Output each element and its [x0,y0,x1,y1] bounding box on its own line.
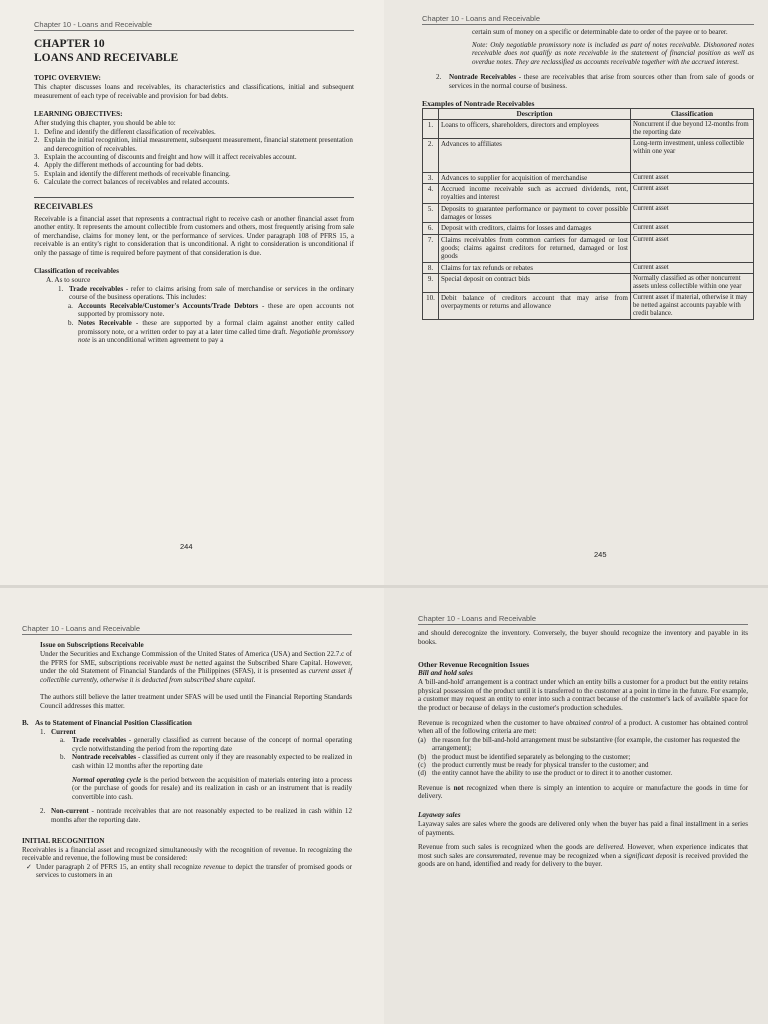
table-row: 7. Claims receivables from common carriers for damaged or lost goods; claims against creditors for returned, damaged or lost goods Current asset [423,234,754,262]
page-247 [384,588,768,1024]
objectives-list [34,128,354,187]
page-number: 245 [594,550,607,559]
list-item: 3. Explain the accounting of discounts and freight and how will it affect receivables account. [34,153,297,161]
list-item: (b) the product must be identified separately as belonging to the customer; [418,752,631,761]
accounts-receivable-item: a. Accounts Receivable/Customer's Accounts/Trade Debtors - these are open accounts not supported by promissory note. [68,301,354,319]
subscriptions-heading: Issue on Subscriptions Receivable [40,641,144,649]
other-issues-heading: Other Revenue Recognition Issues [418,660,530,670]
table-row: 5. Deposits to guarantee performance or payment to cover possible damages or losses Current asset [423,203,754,223]
continued-text: certain sum of money on a specific or determinable date to order of the payee or to bearer. [472,28,728,36]
layaway-heading: Layaway sales [418,810,461,819]
list-item: 4. Apply the different methods of accounting for bad debts. [34,161,204,170]
chapter-title: CHAPTER 10 LOANS AND RECEIVABLE [34,38,179,64]
noncurrent-item: 2. Non-current - nontrade receivables that are not reasonably expected to be realized in cash within 12 months after the reporting date. [40,807,352,824]
criteria-list [418,736,748,778]
table-header-row [423,108,754,119]
page-header: Chapter 10 - Loans and Receivable [34,20,354,31]
continued-text: and should derecognize the inventory. Conversely, the buyer should recognize the inventory and payable in its books. [418,629,748,646]
receivables-text: Receivable is a financial asset that represents a contractual right to receive cash or another financial asset from another entity. It represents the amount collectible from customers and others, most frequently arising from sale of merchandise, claims for money lent, or the performance of services. Under paragraph 108 of PFRS 15, a receivable is an entity's right to consideration that is unconditional. A right to consideration is unconditional if only the passage of time is required before payment of that consideration is due. [34,214,354,257]
page-header: Chapter 10 - Loans and Receivable [22,624,352,635]
table-caption: Examples of Nontrade Receivables [422,98,535,108]
table-row: 3. Advances to supplier for acquisition of merchandise Current asset [423,172,754,183]
topic-overview-text: This chapter discusses loans and receivables, its characteristics and classifications, initial and subsequent measurement of each type of receivable and provision for bad debts. [34,83,354,100]
initial-recognition-text: Receivables is a financial asset and recognized simultaneously with the recognition of revenue. In recognizing the receivable and revenue, the following must be considered: [22,845,352,863]
note-text: Note: Only negotiable promissory note is included as part of notes receivable. Dishonored notes receivable does not qualify as note receivable in the statement of financial position as well as overdue notes. They are reclassified as accounts receivable together with the accrued interest. [472,40,754,66]
table-row: 6. Deposit with creditors, claims for losses and damages Current asset [423,223,754,234]
check-icon: ✓ [26,862,32,871]
nontrade-table [422,108,754,320]
page-header: Chapter 10 - Loans and Receivable [422,14,754,25]
page-header: Chapter 10 - Loans and Receivable [418,614,748,625]
as-to-source-heading: A. As to source [46,275,91,284]
trade-receivables-item: 1. Trade receivables - refer to claims arising from sale of merchandise or services in the ordinary course of the business operations. This includes: [58,284,355,302]
current-item: 1. Current [40,727,76,736]
page-number: 244 [180,542,193,551]
sfp-classification-heading: B. As to Statement of Financial Position Classification [22,718,192,727]
receivables-heading: RECEIVABLES [34,197,354,212]
page-244 [0,0,384,585]
operating-cycle-text: Normal operating cycle is the period between the acquisition of materials entering into a process (or the purchase of goods for resale) and its realization in cash or an instrument that is readily convertible into cash. [72,775,352,801]
topic-overview-label: TOPIC OVERVIEW: [34,74,101,82]
notes-receivable-item: b. Notes Receivable - these are supported by a formal claim against another entity called promissory note, or a written order to pay at a later time called time draft. Negotiable promissory note is an unconditional written agreement to pay a [68,318,354,345]
current-nontrade-item: b. Nontrade receivables - classified as current only if they are reasonably expected to be realized in cash within 12 months after the reporting date [60,753,352,770]
list-item: 5. Explain and identify the different methods of receivable financing. [34,169,231,178]
bill-hold-text: A 'bill-and-hold' arrangement is a contract under which an entity bills a customer for a product but the entity retains physical possession of the product until it is transferred to the customer at a point in time in the future. For example, a customer may request an entity to enter into such a contract because of the customer's lack of available space for the product or because of delays in the customer's production schedules. [418,678,748,712]
col-classification: Classification [631,108,754,119]
col-description: Description [439,108,631,119]
page-245 [384,0,768,585]
revenue-control-text: Revenue is recognized when the customer to have obtained control of a product. A customer has obtained control when all of the following criteria are met: [418,718,749,736]
table-row: 4. Accrued income receivable such as accrued dividends, rent, royalties and interest Current asset [423,184,754,204]
list-item: (a) the reason for the bill-and-hold arrangement must be substantive (for example, the customer has requested the arrangement); [418,735,740,753]
list-item: (d) the entity cannot have the ability to use the product or to direct it to another customer. [418,769,673,778]
check-item: ✓ Under paragraph 2 of PFRS 15, an entity shall recognize revenue to depict the transfer of promised goods or services to customers in an [26,862,352,880]
table-row: 8. Claims for tax refunds or rebates Current asset [423,262,754,273]
list-item: 1. Define and identify the different classification of receivables. [34,127,216,136]
list-item: (c) the product currently must be ready for physical transfer to the customer; and [418,760,649,769]
current-trade-item: a. Trade receivables - generally classified as current because of the concept of normal operating cycle notwithstanding the period from the reporting date [60,736,352,753]
objectives-label: LEARNING OBJECTIVES: [34,110,123,119]
layaway-revenue-text: Revenue from such sales is recognized when the goods are delivered. However, when experience indicates that most such sales are consummated, revenue may be recognized when a significant deposit is received provided the goods are on hand, identified and ready for delivery to the buyer. [418,843,748,869]
table-row: 9. Special deposit on contract bids Normally classified as other noncurrent assets unless collectible within one year [423,273,754,292]
table-row: 1. Loans to officers, shareholders, directors and employees Noncurrent if due beyond 12-months from the reporting date [423,119,754,138]
nontrade-receivables-item: 2. Nontrade Receivables - these are receivables that arise from sources other than from sale of goods or services in the normal course of business. [436,73,754,90]
list-item: 2. Explain the initial recognition, initial measurement, subsequent measurement, financial statement presentation and derecognition of receivables. [34,136,353,153]
bill-hold-heading: Bill and hold sales [418,669,473,678]
initial-recognition-heading: INITIAL RECOGNITION [22,836,105,845]
not-recognized-text: Revenue is not recognized when there is simply an intention to acquire or manufacture the goods in time for delivery. [418,783,748,801]
list-item: 6. Calculate the correct balances of receivables and related accounts. [34,178,230,187]
page-246 [0,588,384,1024]
objectives-intro: After studying this chapter, you should be able to: [34,119,176,128]
table-row: 2. Advances to affiliates Long-term investment, unless collectible within one year [423,138,754,172]
classification-heading: Classification of receivables [34,266,119,275]
authors-text: The authors still believe the latter treatment under SFAS will be used until the Financial Reporting Standards Council addresses this matter. [40,693,352,710]
subscriptions-text: Under the Securities and Exchange Commission of the United States of America (USA) and Section 22.7.c of the PFRS for SME, subscriptions receivable must be netted against the Subscribed Share Capital. However, under the old Statement of Financial Standards of the Philippines (SFAS), it is presented as current asset if collectible currently, otherwise it is deducted from subscribed share capital. [40,650,353,684]
layaway-text: Layaway sales are sales where the goods are delivered only when the buyer has paid a final installment in a series of payments. [418,819,748,837]
table-row: 10. Debit balance of creditors account that may arise from overpayments or returns and allowance Current asset if material, otherwise it may be netted against accounts payable with credit balance. [423,292,754,319]
